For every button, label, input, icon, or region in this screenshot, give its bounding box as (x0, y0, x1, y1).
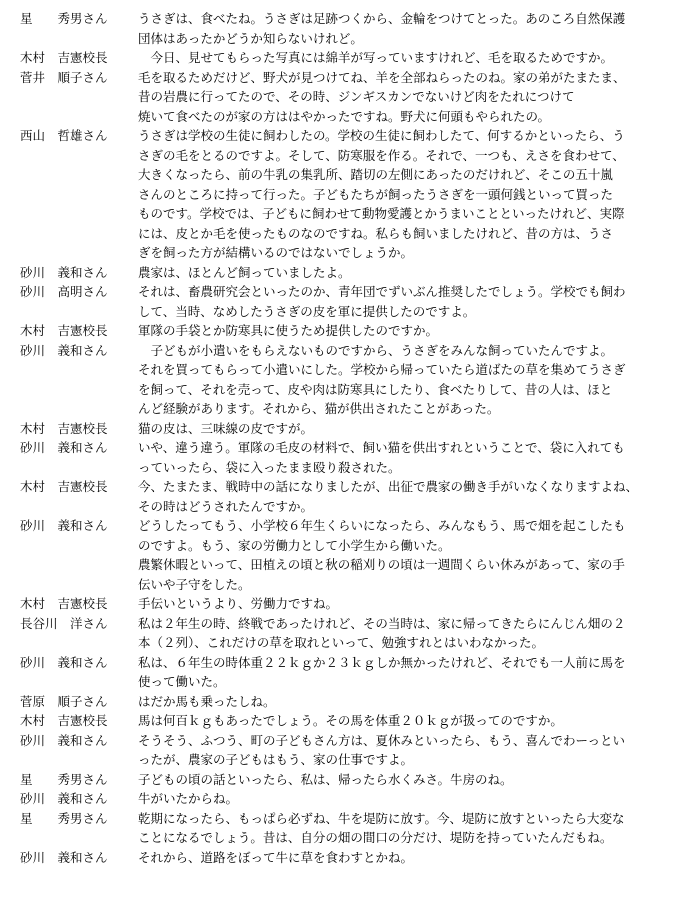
speech-line: さんのところに持って行った。子どもたちが飼ったうさぎを一頭何銭といって買った (138, 186, 614, 202)
speech-text (138, 653, 668, 692)
speaker-name: 星 秀男さん (20, 11, 108, 26)
transcript-entry (0, 263, 683, 283)
speech-text (138, 126, 668, 263)
speaker-name: 砂川 義和さん (20, 518, 108, 533)
speech-line: 農繁休暇といって、田植えの頃と秋の稲刈りの頃は一週間くらい休みがあって、家の手 (138, 557, 625, 572)
speech-line: には、皮とか毛を使ったものなのですね。私らも飼いましたけれど、昔の方は、うさ (138, 225, 614, 241)
speech-text (138, 731, 668, 770)
transcript-entry (0, 770, 683, 790)
speech-text (138, 692, 668, 712)
speech-line: うさぎは学校の生徒に飼わしたの。学校の生徒に飼わしたて、何するかといったら、う (138, 128, 625, 143)
speech-line: 子どもの頃の話といったら、私は、帰ったら水くみさ。牛房のね。 (138, 771, 513, 787)
speech-line: 使って働いた。 (138, 674, 226, 689)
speech-line: その時はどうされたんですか。 (138, 498, 314, 514)
speech-line: いや、違う違う。軍隊の毛皮の材料で、飼い猫を供出すれということで、袋に入れても (138, 440, 625, 455)
speech-text (138, 263, 668, 283)
speaker-name: 砂川 高明さん (20, 284, 108, 299)
speaker-name: 木村 吉憲校長 (20, 50, 108, 65)
transcript-entry (0, 594, 683, 614)
speech-line: 軍隊の手袋とか防寒具に使うため提供したのですか。 (138, 323, 439, 338)
transcript-entry (0, 477, 683, 516)
speaker-name: 砂川 義和さん (20, 732, 108, 748)
speech-text (138, 614, 668, 653)
speaker-name: 菅原 順子さん (20, 693, 108, 709)
transcript-entry (0, 321, 683, 341)
transcript-entry (0, 809, 683, 848)
speech-line: 手伝いというより、労働力ですね。 (138, 596, 339, 611)
speech-line: のですよ。もう、家の労働力として小学生から働いた。 (138, 537, 451, 553)
transcript-entry (0, 282, 683, 321)
transcript-entry (0, 419, 683, 439)
speech-line: 伝いや子守をした。 (138, 576, 251, 592)
speech-text (138, 438, 668, 477)
speech-text (138, 809, 668, 848)
speaker-name: 木村 吉憲校長 (20, 323, 108, 338)
speech-text (138, 770, 668, 790)
speech-line: 本（２列）、これだけの草を取れといって、勉強すれとはいわなかった。 (138, 635, 545, 650)
speech-line: そうそう、ふつう、町の子どもさん方は、夏休みといったら、もう、喜んでわーっとい (138, 732, 626, 748)
speaker-name: 星 秀男さん (20, 810, 108, 826)
speaker-name: 木村 吉憲校長 (20, 596, 108, 611)
speech-text (138, 789, 668, 809)
speech-line: それは、畜農研究会といったのか、青年団でずいぶん推奨したでしょう。学校でも飼わ (138, 284, 626, 299)
speech-line: ぎを飼った方が結構いるのではないでしょうか。 (138, 245, 414, 260)
speech-line: 農家は、ほとんど飼っていましたよ。 (138, 264, 351, 280)
speech-line: それから、道路をぼって牛に草を食わすとかね。 (138, 849, 414, 865)
transcript-entry (0, 9, 683, 48)
speech-text (138, 477, 668, 516)
speech-line: 昔の岩農に行ってたので、その時、ジンギスカンでないけど肉をたれにつけて (138, 89, 575, 104)
speech-line: 私は、６年生の時体重２２ｋｇか２３ｋｇしか無かったけれど、それでも一人前に馬を (138, 654, 626, 670)
speech-line: 乾期になったら、もっぱら必ずね、牛を堤防に放す。今、堤防に放すといったら大変な (138, 810, 625, 826)
speech-line: 大きくなったら、前の牛乳の集乳所、踏切の左側にあったのだけれど、そこの五十嵐 (138, 167, 613, 182)
speech-line: それを買ってもらって小遣いにした。学校から帰っていたら道ばたの草を集めてうさぎ (138, 362, 626, 377)
speech-line: 毛を取るためだけど、野犬が見つけてね、羊を全部ねらったのね。家の弟がたまたま、 (138, 69, 626, 85)
speech-text (138, 68, 668, 127)
speech-line: 子どもが小遣いをもらえないものですから、うさぎをみんな飼っていたんですよ。 (138, 342, 614, 358)
transcript-entry (0, 126, 683, 263)
speech-line: 私は２年生の時、終戦であったけれど、その当時は、家に帰ってきたらにんじん畑の２ (138, 615, 626, 631)
transcript-entry (0, 848, 683, 868)
transcript-entry (0, 68, 683, 127)
speaker-name: 砂川 義和さん (20, 440, 108, 455)
speaker-name: 砂川 義和さん (20, 654, 108, 670)
speech-text (138, 48, 668, 68)
speech-text (138, 9, 668, 48)
transcript-entry (0, 653, 683, 692)
speech-line: を飼って、それを売って、皮や肉は防寒具にしたり、食べたりして、昔の人は、ほと (138, 381, 613, 397)
speech-line: して、当時、なめしたうさぎの皮を軍に提供したのですよ。 (138, 303, 476, 319)
transcript-entry (0, 516, 683, 594)
transcript-entry (0, 438, 683, 477)
speaker-name: 長谷川 洋さん (20, 615, 108, 631)
transcript-entry (0, 731, 683, 770)
speech-line: はだか馬も乗ったしね。 (138, 693, 276, 709)
speaker-name: 砂川 義和さん (20, 264, 108, 280)
speech-text (138, 341, 668, 419)
speech-line: ものです。学校では、子どもに飼わせて動物愛護とかうまいことといったけれど、実際 (138, 206, 625, 221)
speech-text (138, 594, 668, 614)
speaker-name: 木村 吉憲校長 (20, 713, 108, 728)
speech-line: 今日、見せてもらった写真には綿羊が写っていますけれど、毛を取るためですか。 (138, 50, 614, 65)
speech-line: 団体はあったかどうか知らないけれど。 (138, 30, 363, 46)
transcript-entry (0, 789, 683, 809)
transcript-entry (0, 614, 683, 653)
speech-line: ことになるでしょう。昔は、自分の畑の間口の分だけ、堤防を持っていたんだもね。 (138, 830, 613, 845)
transcript-entry (0, 341, 683, 419)
speaker-name: 砂川 義和さん (20, 791, 108, 806)
speech-text (138, 419, 668, 439)
speech-text (138, 321, 668, 341)
speaker-name: 砂川 義和さん (20, 342, 108, 358)
speech-line: 馬は何百ｋｇもあったでしょう。その馬を体重２０ｋｇが扱ってのですか。 (138, 713, 563, 728)
speech-line: 焼いて食べたのが家の方ははやかったですね。野犬に何頭もやられたの。 (138, 108, 551, 124)
speech-line: さぎの毛をとるのですよ。そして、防寒服を作る。それで、一つも、えさを食わせて、 (138, 147, 625, 163)
speech-line: 今、たまたま、戦時中の話になりましたが、出征で農家の働き手がいなくなりますよね、 (138, 479, 639, 494)
speech-line: 牛がいたからね。 (138, 791, 239, 806)
speech-text (138, 516, 668, 594)
speech-line: んど経験があります。それから、猫が供出されたことがあった。 (138, 401, 500, 416)
transcript-entry (0, 48, 683, 68)
transcript-entry (0, 711, 683, 731)
speech-text (138, 711, 668, 731)
speech-line: どうしたってもう、小学校６年生くらいになったら、みんなもう、馬で畑を起こしたも (138, 518, 626, 533)
speaker-name: 木村 吉憲校長 (20, 479, 108, 494)
speech-line: ったが、農家の子どもはもう、家の仕事ですよ。 (138, 752, 414, 767)
speech-line: 猫の皮は、三味線の皮ですが。 (138, 420, 314, 436)
speech-text (138, 848, 668, 868)
transcript-entry (0, 692, 683, 712)
speaker-name: 西山 哲雄さん (20, 128, 108, 143)
speech-line: うさぎは、食べたね。うさぎは足跡つくから、金輪をつけてとった。あのころ自然保護 (138, 11, 626, 26)
speech-line: っていったら、袋に入ったまま殴り殺された。 (138, 459, 401, 475)
speaker-name: 菅井 順子さん (20, 69, 108, 85)
speaker-name: 砂川 義和さん (20, 849, 108, 865)
speech-text (138, 282, 668, 321)
speaker-name: 木村 吉憲校長 (20, 420, 108, 436)
speaker-name: 星 秀男さん (20, 771, 108, 787)
